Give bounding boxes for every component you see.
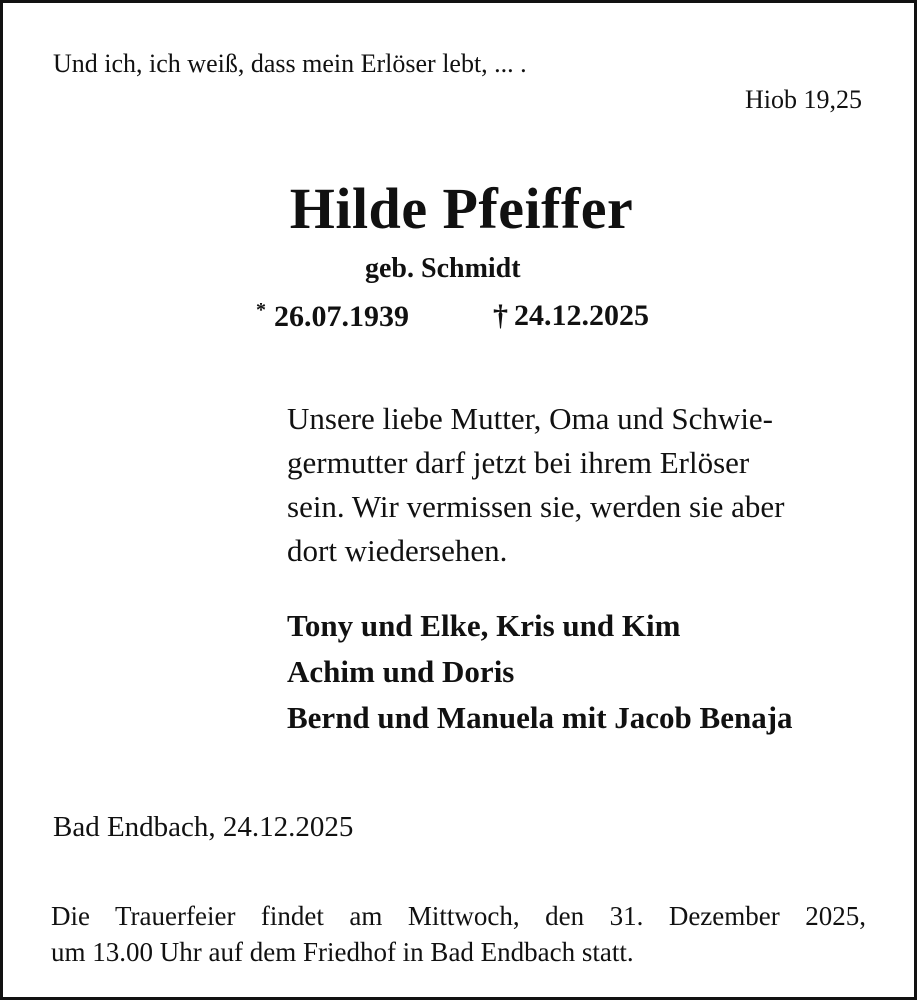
message-line: sein. Wir vermissen sie, werden sie aber <box>287 489 785 524</box>
service-line: um 13.00 Uhr auf dem Friedhof in Bad Endbach statt. <box>51 937 634 967</box>
message-line: germutter darf jetzt bei ihrem Erlöser <box>287 445 750 480</box>
deceased-name: Hilde Pfeiffer <box>289 176 634 241</box>
mourners-list <box>287 603 793 741</box>
farewell-message <box>287 397 784 573</box>
birth-date-line <box>256 299 409 334</box>
bible-verse-reference: Hiob 19,25 <box>745 85 862 114</box>
message-line: Unsere liebe Mutter, Oma und Schwie- <box>287 401 774 436</box>
birth-date: 26.07.1939 <box>274 300 409 333</box>
death-date: 24.12.2025 <box>514 299 649 332</box>
birth-star-icon: * <box>256 299 266 321</box>
place-and-date: Bad Endbach, 24.12.2025 <box>53 811 354 843</box>
mourner-line: Bernd und Manuela mit Jacob Benaja <box>287 700 793 735</box>
mourner-line: Achim und Doris <box>287 654 515 689</box>
death-date-line <box>493 299 649 333</box>
bible-verse: Und ich, ich weiß, dass mein Erlöser lebt, ... . <box>53 49 527 78</box>
death-cross-icon: † <box>493 299 508 332</box>
maiden-name: geb. Schmidt <box>365 253 521 284</box>
message-line: dort wiedersehen. <box>287 533 508 568</box>
funeral-service-info <box>51 898 866 970</box>
service-line: Die Trauerfeier findet am Mittwoch, den 31. Dezember 2025, <box>51 901 866 931</box>
mourner-line: Tony und Elke, Kris und Kim <box>287 608 681 643</box>
